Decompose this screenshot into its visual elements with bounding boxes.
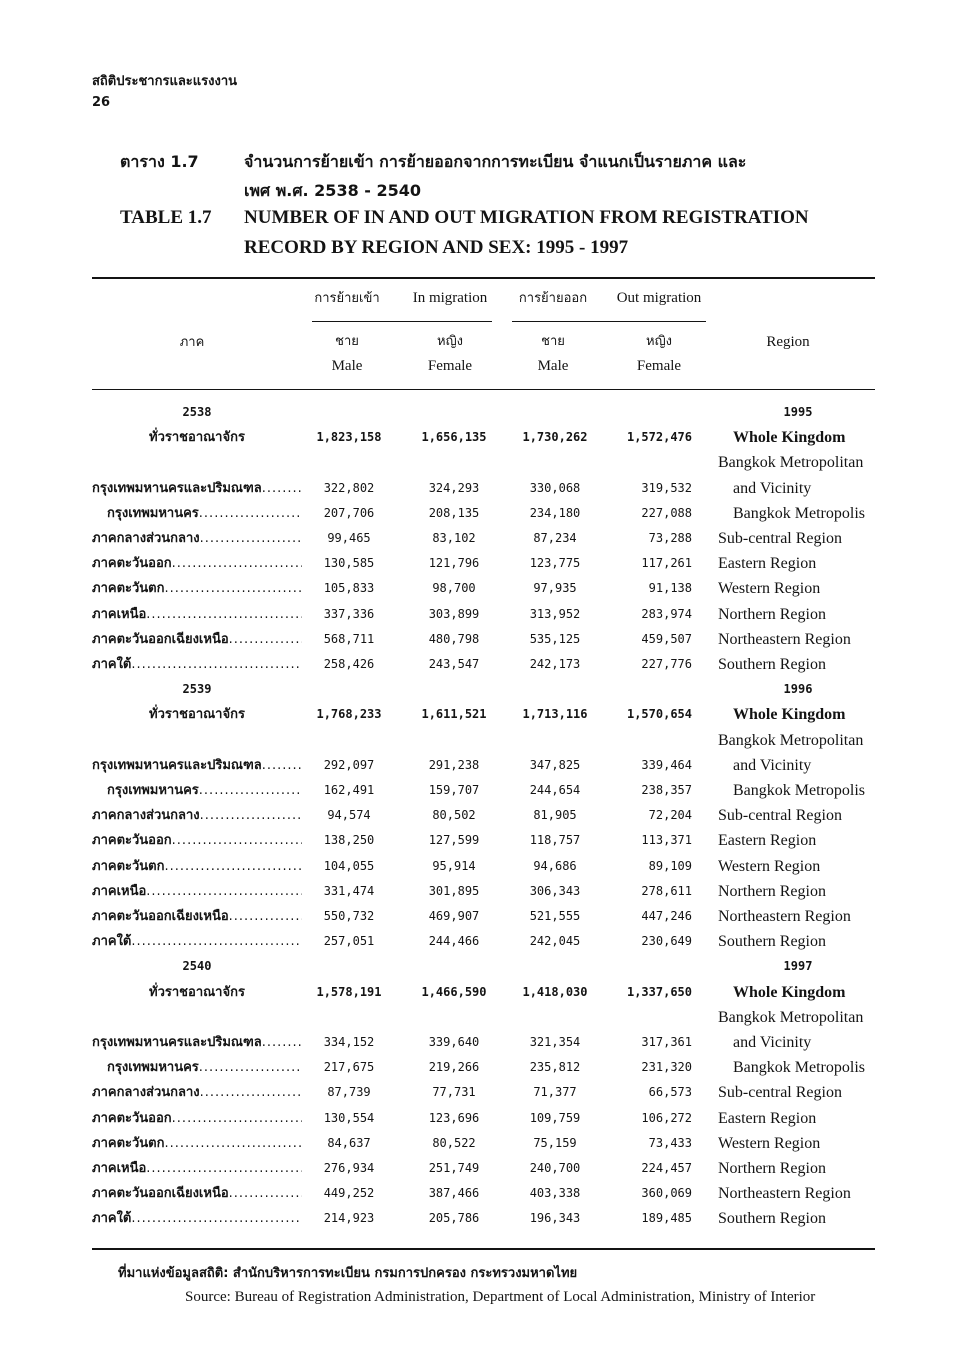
caption-en-label: TABLE 1.7 <box>120 207 212 228</box>
out-male-value: 521,555 <box>529 909 581 923</box>
out-male-value: 87,234 <box>533 531 577 545</box>
out-female-value: 227,088 <box>641 505 692 520</box>
col-group-out-en: Out migration <box>616 290 702 306</box>
in-female-value: 159,707 <box>428 783 480 797</box>
out-female-value: 113,371 <box>641 833 692 848</box>
in-male-value: 276,934 <box>323 1161 375 1175</box>
source-en: Source: Bureau of Registration Administration, Department of Local Administration, Ministry of Interior <box>185 1289 816 1305</box>
table-row-sub-central-region <box>92 1080 875 1105</box>
in-male-value: 105,833 <box>323 581 375 596</box>
in-male-value: 337,336 <box>323 606 375 621</box>
in-female-value: 121,796 <box>428 556 480 571</box>
in-female-value: 339,640 <box>428 1035 480 1049</box>
in-female-value: 77,731 <box>432 1085 476 1100</box>
out-female-value: 224,457 <box>641 1161 692 1175</box>
region-th: ภาคใต้ ..... <box>92 929 302 954</box>
out-female-value: 283,974 <box>641 606 692 621</box>
out-male-value: 71,377 <box>533 1085 577 1100</box>
region-th: ภาคตะวันออก ..... <box>92 1106 302 1131</box>
table-row-eastern-region <box>92 828 875 853</box>
region-th: ภาคเหนือ ..... <box>92 602 302 627</box>
year-row <box>92 954 875 979</box>
in-female-value: 251,749 <box>428 1161 480 1175</box>
in-female-value: 83,102 <box>432 531 476 545</box>
region-en: Southern Region <box>718 933 826 951</box>
in-female-value: 205,786 <box>428 1211 480 1226</box>
in-male-value: 449,252 <box>323 1186 375 1201</box>
in-female-value: 291,238 <box>428 757 480 772</box>
in-male-value: 1,823,158 <box>316 430 382 445</box>
out-female-value: 230,649 <box>641 934 692 949</box>
region-th: ภาคเหนือ ..... <box>92 879 302 904</box>
region-th: ภาคกลางส่วนกลาง ..... <box>92 803 302 828</box>
caption-en-line-1: NUMBER OF IN AND OUT MIGRATION FROM REGISTRATION <box>244 207 809 228</box>
out-female-value: 227,776 <box>641 657 692 671</box>
col-out-male-th: ชาย <box>541 334 565 349</box>
region-en: Southern Region <box>718 656 826 673</box>
region-en: Sub-central Region <box>718 1084 842 1102</box>
region-en: Eastern Region <box>718 1109 817 1127</box>
region-th: ภาคตะวันออกเฉียงเหนือ ..... <box>92 1181 302 1206</box>
in-female-value: 243,547 <box>428 657 480 671</box>
col-out-male <box>503 330 603 378</box>
col-out-female <box>604 330 714 378</box>
region-en: Western Region <box>718 580 821 598</box>
region-en: Northern Region <box>718 605 826 623</box>
region-th: กรุงเทพมหานครและปริมณฑล ..... <box>92 753 302 778</box>
out-female-value: 1,337,650 <box>626 984 692 999</box>
out-male-value: 94,686 <box>533 858 577 873</box>
source-th: ที่มาแห่งข้อมูลสถิติ: สำนักบริหารการทะเบียน กรมการปกครอง กระทรวงมหาดไทย <box>118 1266 578 1281</box>
col-group-in-th: การย้ายเข้า <box>314 291 380 306</box>
in-female-value: 219,266 <box>428 1060 480 1075</box>
table-row-northern-region <box>92 602 875 627</box>
in-male-value: 104,055 <box>323 858 375 873</box>
out-male-value: 242,173 <box>529 657 581 671</box>
region-en: Northeastern Region <box>718 630 851 648</box>
out-female-value: 73,433 <box>648 1135 692 1150</box>
in-female-value: 127,599 <box>428 833 480 848</box>
year-row <box>92 400 875 425</box>
page-number: 26 <box>92 95 111 110</box>
caption-th-line-1: จำนวนการย้ายเข้า การย้ายออกจากการทะเบียน จำแนกเป็นรายภาค และ <box>244 152 747 171</box>
table-row-southern-region <box>92 1206 875 1231</box>
out-male-value: 97,935 <box>533 581 577 596</box>
region-en: Bangkok Metropolitan <box>718 454 864 472</box>
table-row-bangkok-metropolitan-label <box>92 450 875 475</box>
year-en: 1996 <box>783 682 813 697</box>
out-male-value: 1,418,030 <box>522 984 588 999</box>
in-female-value: 324,293 <box>428 480 480 495</box>
header-bottom-rule <box>92 389 875 390</box>
in-female-value: 1,656,135 <box>421 430 487 445</box>
in-male-value: 130,554 <box>323 1110 375 1125</box>
col-region-th: ภาค <box>179 335 205 350</box>
out-female-value: 317,361 <box>641 1035 692 1049</box>
region-en: Western Region <box>718 1134 821 1152</box>
in-male-value: 138,250 <box>323 833 375 848</box>
table-bottom-rule <box>92 1248 875 1250</box>
out-male-value: 123,775 <box>529 556 581 571</box>
out-female-value: 231,320 <box>641 1060 692 1075</box>
col-in-female-th: หญิง <box>437 334 463 349</box>
col-in-male-th: ชาย <box>335 334 359 349</box>
in-female-value: 244,466 <box>428 934 480 949</box>
year-th: 2540 <box>182 959 212 974</box>
table-row-whole-kingdom <box>92 425 875 450</box>
region-en: Bangkok Metropolitan <box>718 731 864 749</box>
in-male-value: 550,732 <box>323 909 375 923</box>
in-female-value: 387,466 <box>428 1186 480 1201</box>
table-row-western-region <box>92 1131 875 1156</box>
out-female-value: 117,261 <box>641 556 692 571</box>
out-male-value: 118,757 <box>529 833 581 848</box>
in-male-value: 84,637 <box>327 1135 371 1150</box>
table-row-bangkok-metropolis <box>92 778 875 803</box>
table-row-bangkok-metropolis <box>92 1055 875 1080</box>
col-in-male-en: Male <box>331 358 363 374</box>
region-th: ภาคใต้ ..... <box>92 652 302 677</box>
col-group-in-en: In migration <box>412 290 488 306</box>
region-en: Bangkok Metropolis <box>733 782 865 799</box>
region-en: Bangkok Metropolis <box>733 504 865 522</box>
out-male-value: 347,825 <box>529 757 581 772</box>
col-group-out-th: การย้ายออก <box>518 291 588 306</box>
out-female-value: 89,109 <box>648 858 692 873</box>
region-en: and Vicinity <box>733 756 812 774</box>
col-out-female-en: Female <box>636 358 682 374</box>
out-female-value: 1,572,476 <box>626 430 692 445</box>
in-male-value: 257,051 <box>323 934 375 949</box>
out-female-value: 319,532 <box>641 480 692 495</box>
table-row-southern-region <box>92 929 875 954</box>
out-male-value: 244,654 <box>529 783 581 797</box>
out-male-value: 242,045 <box>529 934 581 949</box>
col-region-en: Region <box>766 334 810 350</box>
region-en: Northeastern Region <box>718 908 851 925</box>
out-male-value: 1,713,116 <box>522 707 588 722</box>
in-female-value: 1,466,590 <box>421 984 487 999</box>
out-female-value: 447,246 <box>641 909 692 923</box>
out-female-value: 339,464 <box>641 757 692 772</box>
region-th: กรุงเทพมหานคร ..... <box>92 778 302 803</box>
region-th: ภาคเหนือ ..... <box>92 1156 302 1181</box>
col-out-female-th: หญิง <box>646 334 672 349</box>
region-en: Western Region <box>718 857 821 875</box>
year-en: 1995 <box>783 405 813 419</box>
out-female-value: 72,204 <box>648 808 692 823</box>
in-female-value: 208,135 <box>428 505 480 520</box>
region-th: ภาคตะวันออก ..... <box>92 551 302 576</box>
in-male-value: 568,711 <box>323 631 375 646</box>
in-male-value: 1,578,191 <box>316 984 382 999</box>
in-male-value: 1,768,233 <box>316 707 382 722</box>
out-male-value: 109,759 <box>529 1110 581 1125</box>
out-female-value: 106,272 <box>641 1110 692 1125</box>
table-row-northeastern-region <box>92 904 875 929</box>
table-row-western-region <box>92 576 875 601</box>
out-male-value: 313,952 <box>529 606 581 621</box>
table-row-northern-region <box>92 879 875 904</box>
region-th: ภาคตะวันตก ..... <box>92 576 302 601</box>
table-row-northern-region <box>92 1156 875 1181</box>
region-th: ภาคตะวันตก ..... <box>92 854 302 879</box>
table-row-whole-kingdom <box>92 702 875 727</box>
year-en: 1997 <box>783 959 813 974</box>
caption-en-line-2: RECORD BY REGION AND SEX: 1995 - 1997 <box>244 237 629 258</box>
col-out-male-en: Male <box>537 358 569 374</box>
out-migration-underline <box>512 321 706 322</box>
out-male-value: 1,730,262 <box>522 430 588 445</box>
in-female-value: 469,907 <box>428 909 480 923</box>
table-row-northeastern-region <box>92 1181 875 1206</box>
table-row-bmr-and-vicinity <box>92 753 875 778</box>
in-male-value: 130,585 <box>323 556 375 571</box>
region-th: กรุงเทพมหานคร ..... <box>92 501 302 526</box>
in-female-value: 98,700 <box>432 581 476 596</box>
table-row-western-region <box>92 854 875 879</box>
in-male-value: 217,675 <box>323 1060 375 1075</box>
in-female-value: 95,914 <box>432 858 476 873</box>
region-th: กรุงเทพมหานคร ..... <box>92 1055 302 1080</box>
region-en: Northern Region <box>718 1160 826 1177</box>
table-row-bmr-and-vicinity <box>92 1030 875 1055</box>
in-migration-underline <box>312 321 492 322</box>
region-th: ภาคใต้ ..... <box>92 1206 302 1231</box>
table-row-eastern-region <box>92 1106 875 1131</box>
region-en: Sub-central Region <box>718 530 842 547</box>
region-en: Bangkok Metropolis <box>733 1059 865 1077</box>
out-female-value: 459,507 <box>641 631 692 646</box>
table-top-rule <box>92 277 875 279</box>
table-row-southern-region <box>92 652 875 677</box>
in-female-value: 123,696 <box>428 1110 480 1125</box>
running-head: สถิติประชากรและแรงงาน <box>92 74 238 89</box>
region-en: Whole Kingdom <box>733 983 846 1001</box>
region-en: Sub-central Region <box>718 807 842 825</box>
region-en: Bangkok Metropolitan <box>718 1008 864 1026</box>
out-female-value: 189,485 <box>641 1211 692 1226</box>
out-female-value: 66,573 <box>648 1085 692 1100</box>
region-en: and Vicinity <box>733 479 812 497</box>
out-female-value: 238,357 <box>641 783 692 797</box>
out-female-value: 1,570,654 <box>626 707 692 722</box>
col-in-female-en: Female <box>427 358 473 374</box>
table-row-bangkok-metropolis <box>92 501 875 526</box>
in-male-value: 214,923 <box>323 1211 375 1226</box>
region-en: Northeastern Region <box>718 1185 851 1203</box>
region-en: Eastern Region <box>718 832 817 850</box>
region-th: กรุงเทพมหานครและปริมณฑล ..... <box>92 1030 302 1055</box>
in-male-value: 334,152 <box>323 1035 375 1049</box>
caption-th-label: ตาราง 1.7 <box>120 152 199 171</box>
in-male-value: 94,574 <box>327 808 371 823</box>
region-en: Whole Kingdom <box>733 429 846 447</box>
table-row-eastern-region <box>92 551 875 576</box>
year-th: 2539 <box>182 682 212 697</box>
in-male-value: 292,097 <box>323 757 375 772</box>
table-row-bangkok-metropolitan-label <box>92 728 875 753</box>
out-male-value: 321,354 <box>529 1035 581 1049</box>
out-male-value: 75,159 <box>533 1135 577 1150</box>
region-th: ภาคตะวันตก ..... <box>92 1131 302 1156</box>
table-row-bmr-and-vicinity <box>92 476 875 501</box>
col-in-female <box>398 330 502 378</box>
in-female-value: 80,522 <box>432 1135 476 1150</box>
region-en: and Vicinity <box>733 1034 812 1051</box>
region-th: ภาคตะวันออก ..... <box>92 828 302 853</box>
out-male-value: 196,343 <box>529 1211 581 1226</box>
year-th: 2538 <box>182 405 212 419</box>
table-row-bangkok-metropolitan-label <box>92 1005 875 1030</box>
region-th: ภาคตะวันออกเฉียงเหนือ ..... <box>92 904 302 929</box>
in-female-value: 1,611,521 <box>421 707 487 722</box>
in-female-value: 80,502 <box>432 808 476 823</box>
region-en: Whole Kingdom <box>733 706 846 724</box>
out-male-value: 535,125 <box>529 631 581 646</box>
caption-th-line-2: เพศ พ.ศ. 2538 - 2540 <box>244 181 422 200</box>
in-male-value: 331,474 <box>323 883 375 898</box>
out-male-value: 234,180 <box>529 505 581 520</box>
out-male-value: 240,700 <box>529 1161 581 1175</box>
out-female-value: 73,288 <box>648 531 692 545</box>
out-male-value: 306,343 <box>529 883 581 898</box>
out-male-value: 330,068 <box>529 480 581 495</box>
in-male-value: 87,739 <box>327 1085 371 1100</box>
out-female-value: 91,138 <box>648 581 692 596</box>
in-male-value: 207,706 <box>323 505 375 520</box>
region-th: ภาคกลางส่วนกลาง ..... <box>92 526 302 551</box>
out-female-value: 360,069 <box>641 1186 692 1201</box>
table-row-sub-central-region <box>92 803 875 828</box>
in-male-value: 258,426 <box>323 657 375 671</box>
region-en: Southern Region <box>718 1210 826 1228</box>
out-male-value: 403,338 <box>529 1186 581 1201</box>
region-th: ภาคตะวันออกเฉียงเหนือ ..... <box>92 627 302 652</box>
region-th: กรุงเทพมหานครและปริมณฑล ..... <box>92 476 302 501</box>
region-en: Northern Region <box>718 882 826 900</box>
year-row <box>92 677 875 702</box>
in-male-value: 162,491 <box>323 783 375 797</box>
region-th: ภาคกลางส่วนกลาง ..... <box>92 1080 302 1105</box>
col-in-male <box>297 330 397 378</box>
in-female-value: 480,798 <box>428 631 480 646</box>
in-female-value: 301,895 <box>428 883 480 898</box>
table-row-northeastern-region <box>92 627 875 652</box>
in-female-value: 303,899 <box>428 606 480 621</box>
region-th: ทั่วราชอาณาจักร <box>149 707 245 723</box>
out-female-value: 278,611 <box>641 883 692 898</box>
region-th: ทั่วราชอาณาจักร <box>149 984 245 1000</box>
in-male-value: 99,465 <box>327 531 371 545</box>
in-male-value: 322,802 <box>323 480 375 495</box>
out-male-value: 81,905 <box>533 808 577 823</box>
table-row-whole-kingdom <box>92 980 875 1005</box>
region-en: Eastern Region <box>718 555 817 573</box>
out-male-value: 235,812 <box>529 1060 581 1075</box>
region-th: ทั่วราชอาณาจักร <box>149 430 245 446</box>
table-row-sub-central-region <box>92 526 875 551</box>
